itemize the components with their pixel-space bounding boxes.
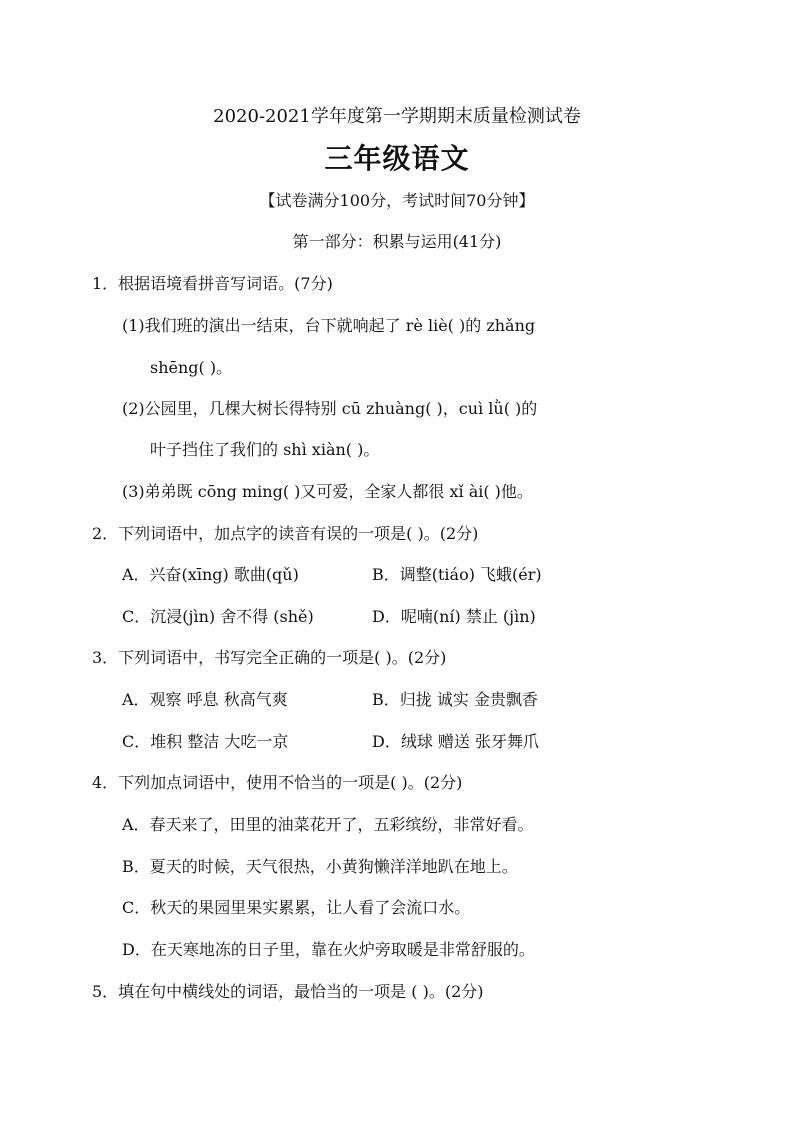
question-3-stem: 3．下列词语中，书写完全正确的一项是( )。(2分) <box>92 648 447 667</box>
question-1-line: (1)我们班的演出一结束，台下就响起了 rè liè( )的 zhǎng <box>122 316 536 335</box>
exam-note: 【试卷满分100分，考试时间70分钟】 <box>259 191 535 210</box>
exam-title: 2020-2021学年度第一学期期末质量检测试卷 <box>213 106 581 127</box>
question-3-option-d: D．绒球 赠送 张牙舞爪 <box>372 732 540 751</box>
question-1-stem: 1．根据语境看拼音写词语。(7分) <box>92 274 333 293</box>
question-2-stem: 2．下列词语中，加点字的读音有误的一项是( )。(2分) <box>92 524 479 543</box>
question-3-option-c: C．堆积 整洁 大吃一京 <box>122 732 289 751</box>
question-1-line: (2)公园里，几棵大树长得特别 cū zhuàng( )，cuì lǜ( )的 <box>122 399 538 418</box>
question-3-option-a: A．观察 呼息 秋高气爽 <box>122 690 288 709</box>
question-1-line: shēng( )。 <box>150 358 233 377</box>
question-4-option-d: D．在天寒地冻的日子里，靠在火炉旁取暖是非常舒服的。 <box>122 940 535 959</box>
question-4-option-a: A．春天来了，田里的油菜花开了，五彩缤纷，非常好看。 <box>122 815 534 834</box>
question-2-option-d: D．呢喃(ní) 禁止 (jìn) <box>372 607 536 626</box>
question-2-option-b: B．调整(tiáo) 飞蛾(ér) <box>372 565 542 584</box>
question-1-line: 叶子挡住了我们的 shì xiàn( )。 <box>150 440 380 459</box>
question-2-option-c: C．沉浸(jìn) 舍不得 (shě) <box>122 607 314 626</box>
exam-subtitle: 三年级语文 <box>324 142 470 175</box>
question-5-stem: 5．填在句中横线处的词语，最恰当的一项是 ( )。(2分) <box>92 982 484 1001</box>
question-1-line: (3)弟弟既 cōng ming( )又可爱，全家人都很 xǐ ài( )他。 <box>122 482 533 501</box>
section-heading: 第一部分：积累与运用(41分) <box>292 232 502 251</box>
question-3-option-b: B．归拢 诚实 金贵飘香 <box>372 690 538 709</box>
question-2-option-a: A．兴奋(xīng) 歌曲(qǔ) <box>122 565 299 584</box>
question-4-option-b: B．夏天的时候，天气很热，小黄狗懒洋洋地趴在地上。 <box>122 857 518 876</box>
question-4-option-c: C．秋天的果园里果实累累，让人看了会流口水。 <box>122 898 471 917</box>
question-4-stem: 4．下列加点词语中，使用不恰当的一项是( )。(2分) <box>92 773 463 792</box>
